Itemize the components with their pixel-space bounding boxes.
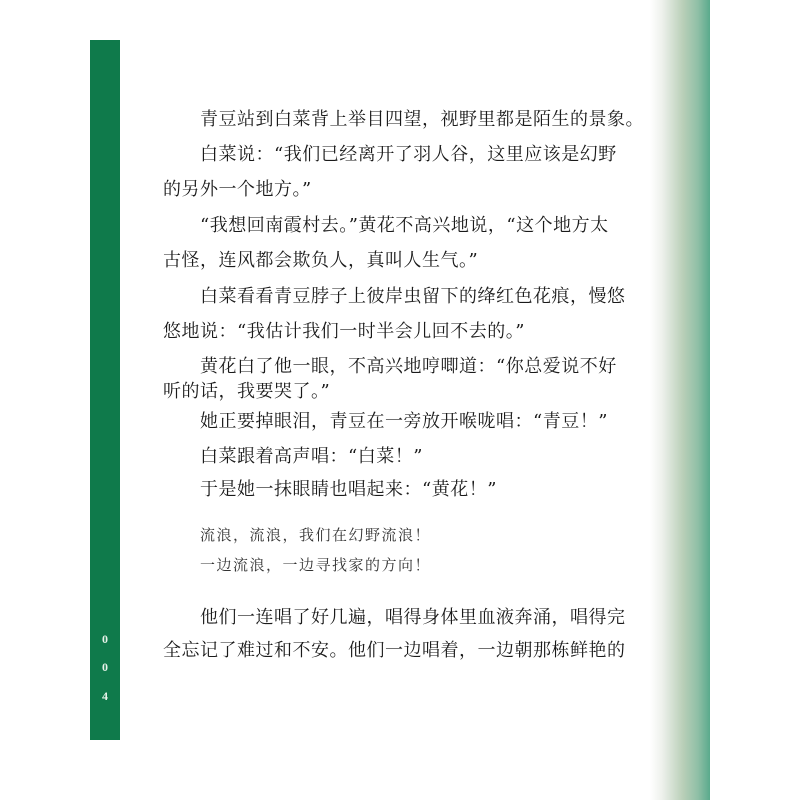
text-line: 于是她一抹眼睛也唱起来：“黄花！” bbox=[200, 479, 497, 500]
text-line: “我想回南霞村去。”黄花不高兴地说，“这个地方太 bbox=[200, 215, 609, 236]
page-number-digit: 0 bbox=[102, 660, 108, 674]
text-line: 全忘记了难过和不安。他们一边唱着，一边朝那栋鲜艳的 bbox=[163, 640, 626, 661]
text-line: 悠地说：“我估计我们一时半会儿回不去的。” bbox=[163, 321, 525, 342]
page-number-digit: 4 bbox=[102, 689, 108, 703]
page-number-digit: 0 bbox=[102, 632, 108, 646]
text-line: 白菜跟着高声唱：“白菜！” bbox=[200, 446, 423, 467]
song-line: 流浪，流浪，我们在幻野流浪！ bbox=[200, 526, 432, 544]
song-line: 一边流浪，一边寻找家的方向！ bbox=[200, 556, 432, 574]
text-line: 她正要掉眼泪，青豆在一旁放开喉咙唱：“青豆！” bbox=[200, 411, 608, 432]
text-line: 他们一连唱了好几遍，唱得身体里血液奔涌，唱得完 bbox=[200, 607, 626, 628]
text-line: 青豆站到白菜背上举目四望，视野里都是陌生的景象。 bbox=[200, 109, 644, 130]
text-line: 白菜说：“我们已经离开了羽人谷，这里应该是幻野 bbox=[200, 144, 617, 165]
text-line: 古怪，连风都会欺负人，真叫人生气。” bbox=[163, 250, 479, 271]
text-line: 白菜看看青豆脖子上彼岸虫留下的绛红色花痕，慢悠 bbox=[200, 286, 626, 307]
text-line: 听的话，我要哭了。” bbox=[163, 381, 331, 402]
text-line: 黄花白了他一眼，不高兴地哼唧道：“你总爱说不好 bbox=[200, 356, 617, 377]
text-line: 的另外一个地方。” bbox=[163, 179, 312, 200]
